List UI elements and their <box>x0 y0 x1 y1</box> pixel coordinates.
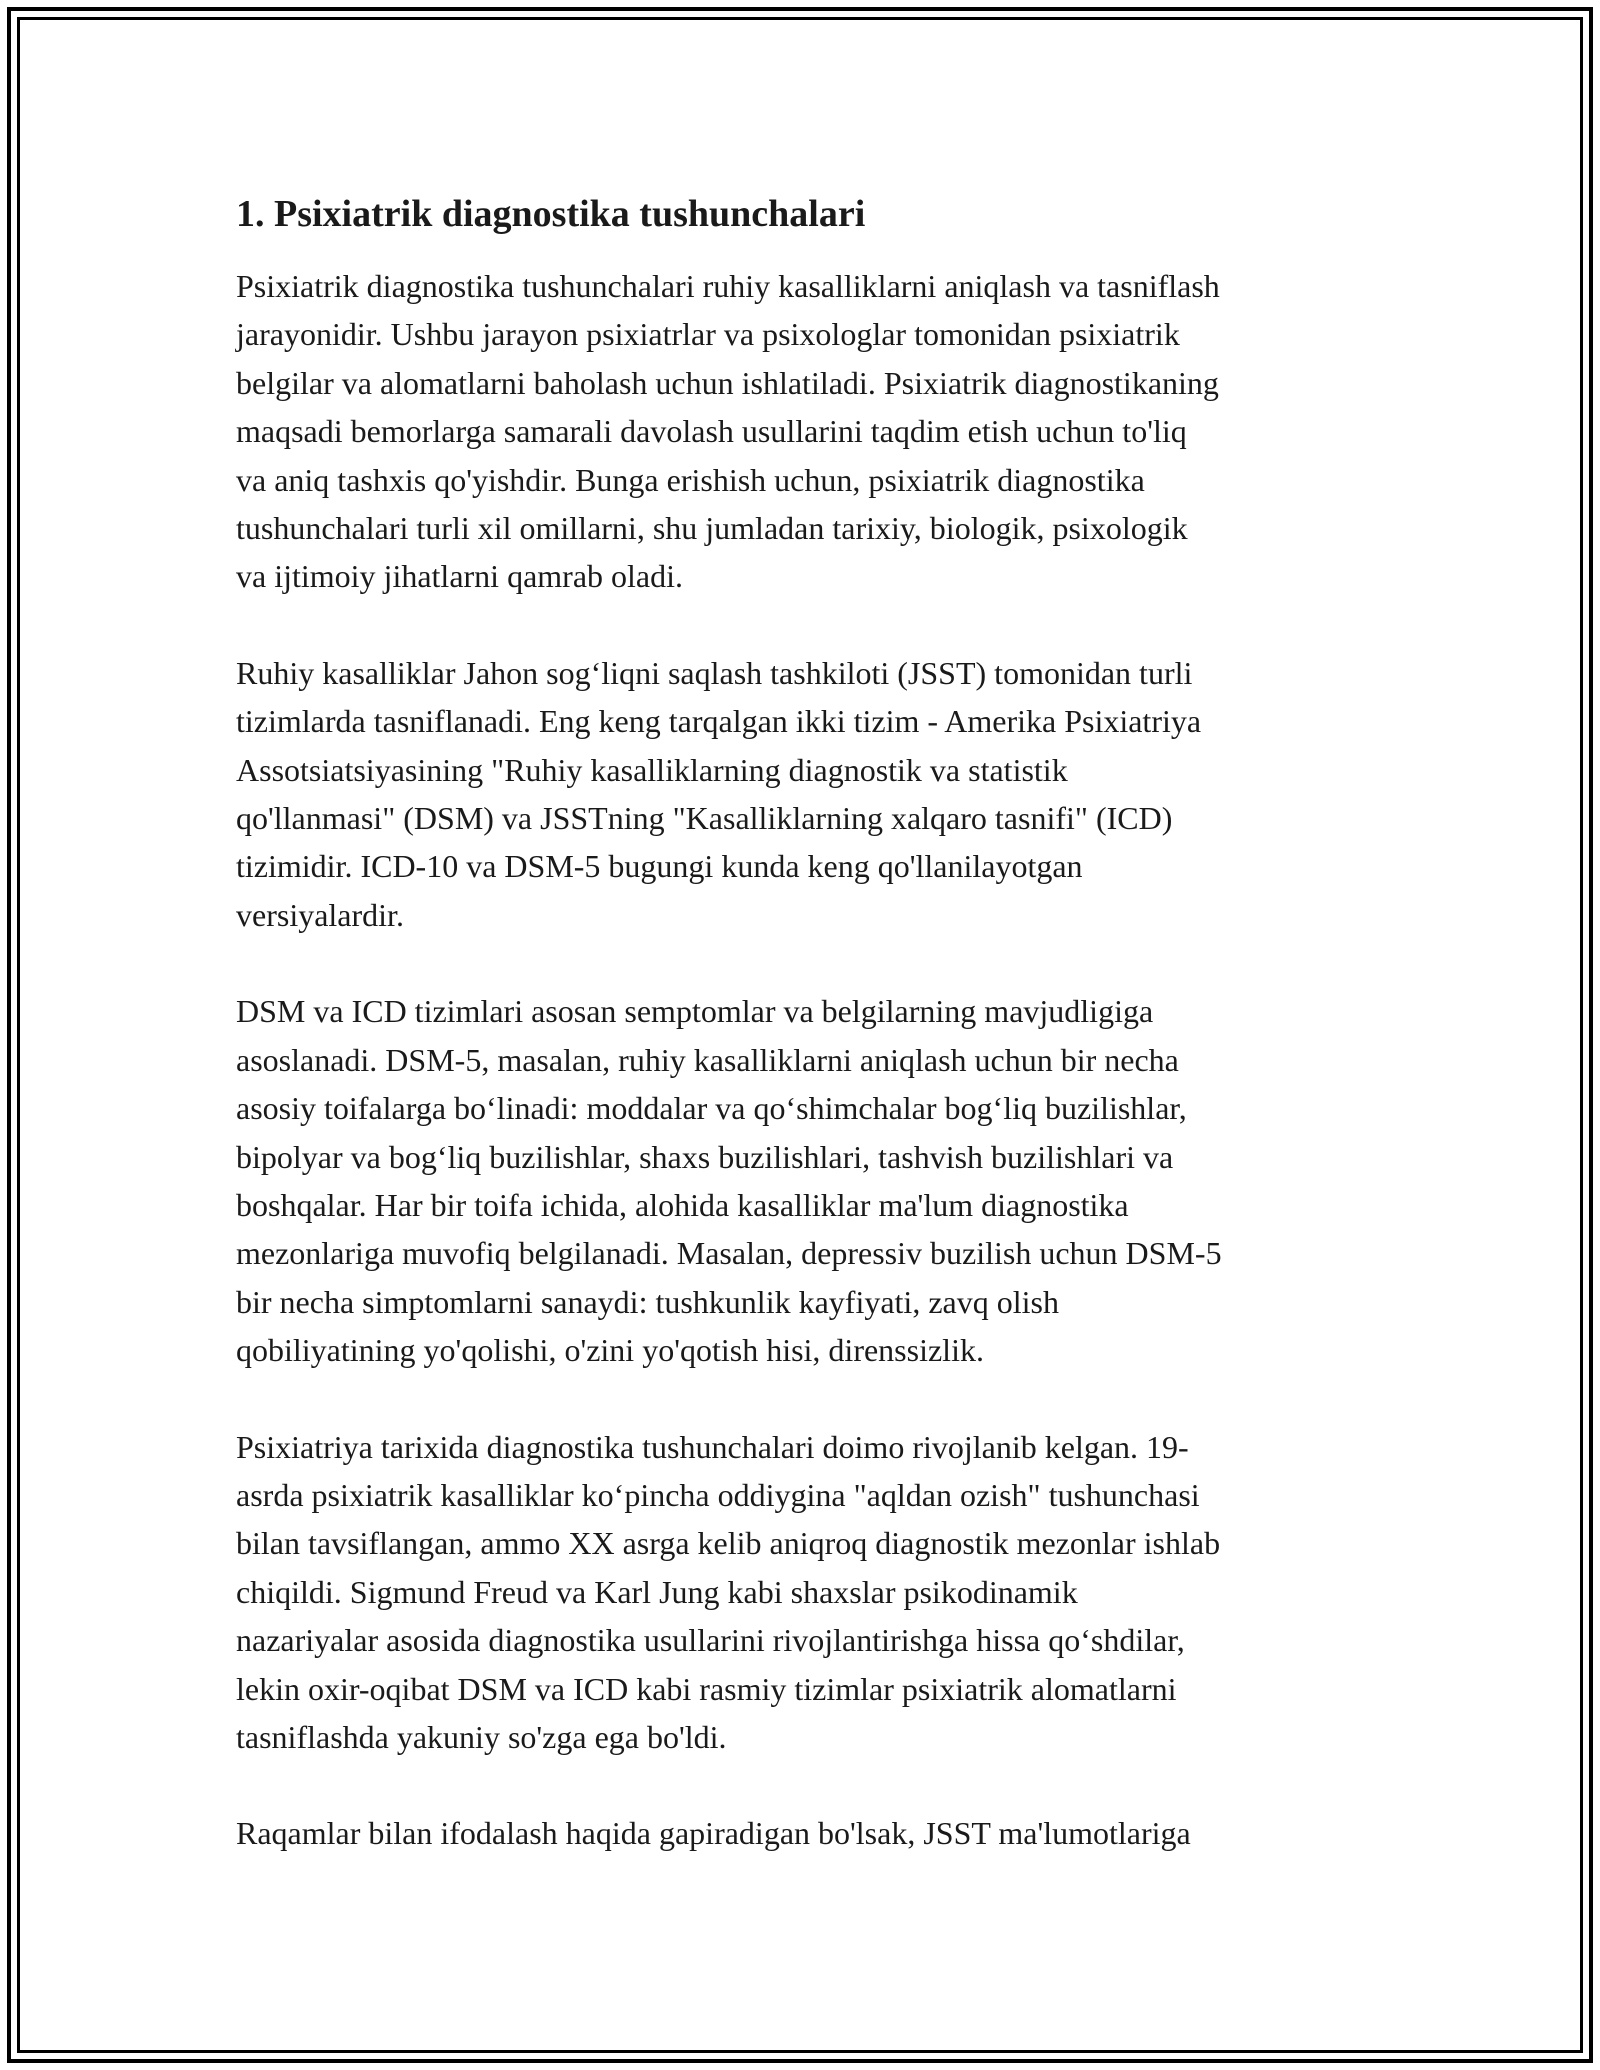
page-content <box>236 186 1366 1906</box>
body-paragraph-1: Psixiatrik diagnostika tushunchalari ruhiy kasalliklarni aniqlash va tasniflash jarayonidir. Ushbu jarayon psixiatrlar va psixologlar tomonidan psixiatrik belgilar va alomatlarni baholash uchun ishlatiladi. Psixiatrik diagnostikaning maqsadi bemorlarga samarali davolash usullarini taqdim etish uchun to'liq va aniq tashxis qo'yishdir. Bunga erishish uchun, psixiatrik diagnostika tushunchalari turli xil omillarni, shu jumladan tarixiy, biologik, psixologik va ijtimoiy jihatlarni qamrab oladi. <box>236 268 1220 595</box>
body-paragraph-4: Psixiatriya tarixida diagnostika tushunchalari doimo rivojlanib kelgan. 19- asrda psixiatrik kasalliklar ko‘pincha oddiygina "aqldan ozish" tushunchasi bilan tavsiflangan, ammo XX asrga kelib aniqroq diagnostik mezonlar ishlab chiqildi. Sigmund Freud va Karl Jung kabi shaxslar psikodinamik nazariyalar asosida diagnostika usullarini rivojlantirishga hissa qo‘shdilar, lekin oxir-oqibat DSM va ICD kabi rasmiy tizimlar psixiatrik alomatlarni tasniflashda yakuniy so'zga ega bo'ldi. <box>236 1428 1221 1755</box>
body-paragraph-2: Ruhiy kasalliklar Jahon sog‘liqni saqlash tashkiloti (JSST) tomonidan turli tizimlarda tasniflanadi. Eng keng tarqalgan ikki tizim - Amerika Psixiatriya Assotsiatsiyasining "Ruhiy kasalliklarning diagnostik va statistik qo'llanmasi" (DSM) va JSSTning "Kasalliklarning xalqaro tasnifi" (ICD) tizimidir. ICD-10 va DSM-5 bugungi kunda keng qo'llanilayotgan versiyalardir. <box>236 654 1202 933</box>
body-paragraph-3: DSM va ICD tizimlari asosan semptomlar va belgilarning mavjudligiga asoslanadi. DSM-5, masalan, ruhiy kasalliklarni aniqlash uchun bir necha asosiy toifalarga bo‘linadi: moddalar va qo‘shimchalar bog‘liq buzilishlar, bipolyar va bog‘liq buzilishlar, shaxs buzilishlari, tashvish buzilishlari va boshqalar. Har bir toifa ichida, alohida kasalliklar ma'lum diagnostika mezonlariga muvofiq belgilanadi. Masalan, depressiv buzilish uchun DSM-5 bir necha simptomlarni sanaydi: tushkunlik kayfiyati, zavq olish qobiliyatining yo'qolishi, o'zini yo'qotish hisi, direnssizlik. <box>236 993 1222 1369</box>
section-heading: 1. Psixiatrik diagnostika tushunchalari <box>236 193 866 235</box>
body-paragraph-5: Raqamlar bilan ifodalash haqida gapiradigan bo'lsak, JSST ma'lumotlariga <box>236 1815 1191 1852</box>
